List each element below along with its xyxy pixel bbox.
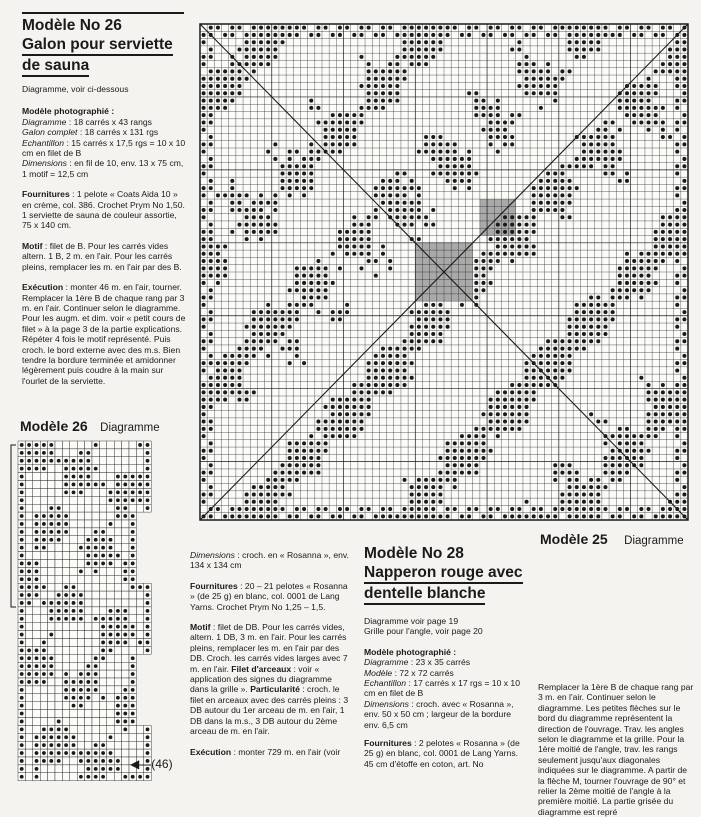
model28-fournitures-value: : 2 pelotes « Rosanna » (de 25 g) en blanc, col. 0001 de Lang Yarns. 45 cm d'étoffe en coton, art. No bbox=[364, 738, 520, 769]
model28-diagram-value: : 23 x 35 carrés bbox=[410, 657, 471, 668]
model26-chart-svg bbox=[8, 437, 183, 784]
model25-chart-caption bbox=[540, 531, 684, 549]
model26-title-line3: de sauna bbox=[22, 56, 89, 77]
model25-fournitures-value: : 20 – 21 pelotes « Rosanna » (de 25 g) en blanc, col. 0001 de Lang Yarns. Crochet Prym No 1,25 – 1,5. bbox=[190, 580, 348, 612]
model28-intro1: Diagramme voir page 19 bbox=[364, 616, 459, 626]
model26-fournitures-label: Fournitures bbox=[22, 189, 70, 200]
model26-arrow-note bbox=[130, 757, 173, 771]
model26-diagram-value: : 18 carrés x 43 rangs bbox=[68, 116, 152, 127]
model25-particularite-label: Particularité bbox=[250, 684, 300, 695]
col4-body bbox=[538, 682, 696, 817]
model26-galon-label: Galon complet bbox=[22, 127, 78, 138]
model28-title-line3: dentelle blanche bbox=[364, 584, 485, 605]
model25-dimensions-value: : croch. en « Rosanna », env. 134 x 134 cm bbox=[190, 550, 349, 571]
model28-title-line2: Napperon rouge avec bbox=[364, 563, 523, 584]
model26-chart-subtitle: Diagramme bbox=[100, 422, 160, 434]
model25-chart-title: Modèle 25 bbox=[540, 531, 608, 547]
model28-photo-label: Modèle photographié : bbox=[364, 646, 457, 657]
model28-echantillon-value: : 17 carrés x 17 rgs = 10 x 10 cm en filet de B bbox=[364, 678, 520, 699]
model26-title-line1: Modèle No 26 bbox=[22, 16, 122, 34]
model28-modele-value: : 72 x 72 carrés bbox=[394, 667, 454, 678]
model26-body bbox=[22, 84, 186, 386]
model26-photo-label: Modèle photographié : bbox=[22, 106, 115, 117]
model26-heading bbox=[22, 12, 190, 77]
model26-chart-title: Modèle 26 bbox=[20, 418, 88, 434]
model25-body bbox=[190, 550, 350, 757]
model28-modele-label: Modèle bbox=[364, 667, 393, 678]
model26-chart bbox=[8, 437, 183, 784]
model25-dimensions-label: Dimensions bbox=[190, 550, 235, 560]
model26-motif-value: : filet de B. Pour les carrés vides altern. 1 B, 2 m. en l'air. Pour les carrés pleins, remplacer les m. en l'air par des B. bbox=[22, 240, 182, 272]
model26-grid bbox=[18, 441, 151, 781]
model26-intro: Diagramme, voir ci-dessous bbox=[22, 84, 129, 94]
model26-title-line2: Galon pour serviette bbox=[22, 35, 173, 56]
model26-motif-label: Motif bbox=[22, 240, 43, 251]
arrow-note-text: (46) bbox=[151, 757, 173, 771]
model26-diagram-label: Diagramme bbox=[22, 116, 67, 127]
model25-motif-value: : filet de DB. Pour les carrés vides, altern. 1 DB, 3 m. en l'air. Pour les carrés pleins, remplacer les m. en l'air par des DB. Croch. les carrés vides larges avec 7 m. en l'air. bbox=[190, 622, 348, 674]
model25-chart bbox=[198, 22, 690, 522]
model28-heading bbox=[364, 544, 532, 605]
model28-dimensions-label: Dimensions bbox=[364, 698, 409, 709]
model25-execution-value: : monter 729 m. en l'air (voir bbox=[233, 746, 341, 757]
model28-diagram-label: Diagramme bbox=[364, 657, 409, 668]
model25-arceaux-value: : voir « application des signes du diagramme dans la grille ». bbox=[190, 663, 332, 695]
model26-repeat-bracket bbox=[11, 445, 16, 607]
arrow-left-icon: ◀— bbox=[130, 757, 152, 771]
model28-dimensions-value: : croch. avec « Rosanna », env. 50 x 50 cm ; largeur de la bordure env. 6,5 cm bbox=[364, 698, 514, 730]
model26-galon-value: : 18 carrés x 131 rgs bbox=[79, 127, 159, 138]
model25-execution-label: Exécution bbox=[190, 746, 232, 757]
model28-fournitures-label: Fournitures bbox=[364, 738, 412, 749]
model25-arceaux-label: Filet d'arceaux bbox=[231, 663, 292, 674]
model26-dimensions-value: : en fil de 10, env. 13 x 75 cm, 1 motif = 12,5 cm bbox=[22, 158, 184, 179]
model25-chart-subtitle: Diagramme bbox=[624, 535, 684, 547]
model26-chart-caption bbox=[20, 418, 160, 436]
model26-fournitures-value: : 1 pelote « Coats Aida 10 » en crème, col. 386. Crochet Prym No 1,50. 1 serviette de sauna de couleur assortie, 75 x 140 cm. bbox=[22, 189, 185, 231]
model26-execution-label: Exécution bbox=[22, 282, 64, 293]
model26-echantillon-value: : 15 carrés x 17,5 rgs = 10 x 10 cm en filet de B bbox=[22, 137, 186, 159]
model25-particularite-value: : croch. le filet en arceaux avec des carrés pleins : 3 DB autour du 1er arceau de m. en l'air, 1 DB dans la m.s., 3 DB autour du 2ème arceau de m. en l'air. bbox=[190, 684, 349, 737]
model26-dimensions-label: Dimensions bbox=[22, 158, 67, 169]
model26-execution-value: : monter 46 m. en l'air, tourner. Remplacer la 1ère B de chaque rang par 3 m. en l'air. Continuer selon le diagramme. Pour les augm. et dim. voir « petit cours de filet » à la page 3 de la partie explications. Répéter 4 fois le motif représenté. Puis croch. le bord externe avec des m.s. Bien tendre la bordure terminée et amidonner légèrement puis coudre à la main sur l'ourlet de la serviette. bbox=[22, 282, 186, 386]
model25-motif-label: Motif bbox=[190, 622, 211, 633]
heading-rule bbox=[22, 12, 184, 14]
model25-fournitures-label: Fournitures bbox=[190, 580, 238, 591]
col4-text: Remplacer la 1ère B de chaque rang par 3 m. en l'air. Continuer selon le diagramme. Les petites flèches sur le bord du diagramme représentent la direction de l'ouvrage. Trav. les angles selon le diagramme et la grille. Pour la 1ère moitié de l'angle, trav. les rangs seulement jusqu'aux diagonales indiquées sur le diagramme. A partir de la flèche M, tourner l'ouvrage de 90° et relier la 2ème moitié de l'angle à la première moitié. La partie grisée du diagramme est repré bbox=[538, 682, 694, 817]
model28-echantillon-label: Echantillon bbox=[364, 678, 407, 689]
model28-title-line1: Modèle No 28 bbox=[364, 545, 464, 562]
model26-echantillon-label: Echantillon bbox=[22, 137, 65, 148]
model28-body bbox=[364, 616, 526, 769]
model25-chart-svg bbox=[198, 22, 690, 522]
model28-intro2: Grille pour l'angle, voir page 20 bbox=[364, 626, 483, 637]
